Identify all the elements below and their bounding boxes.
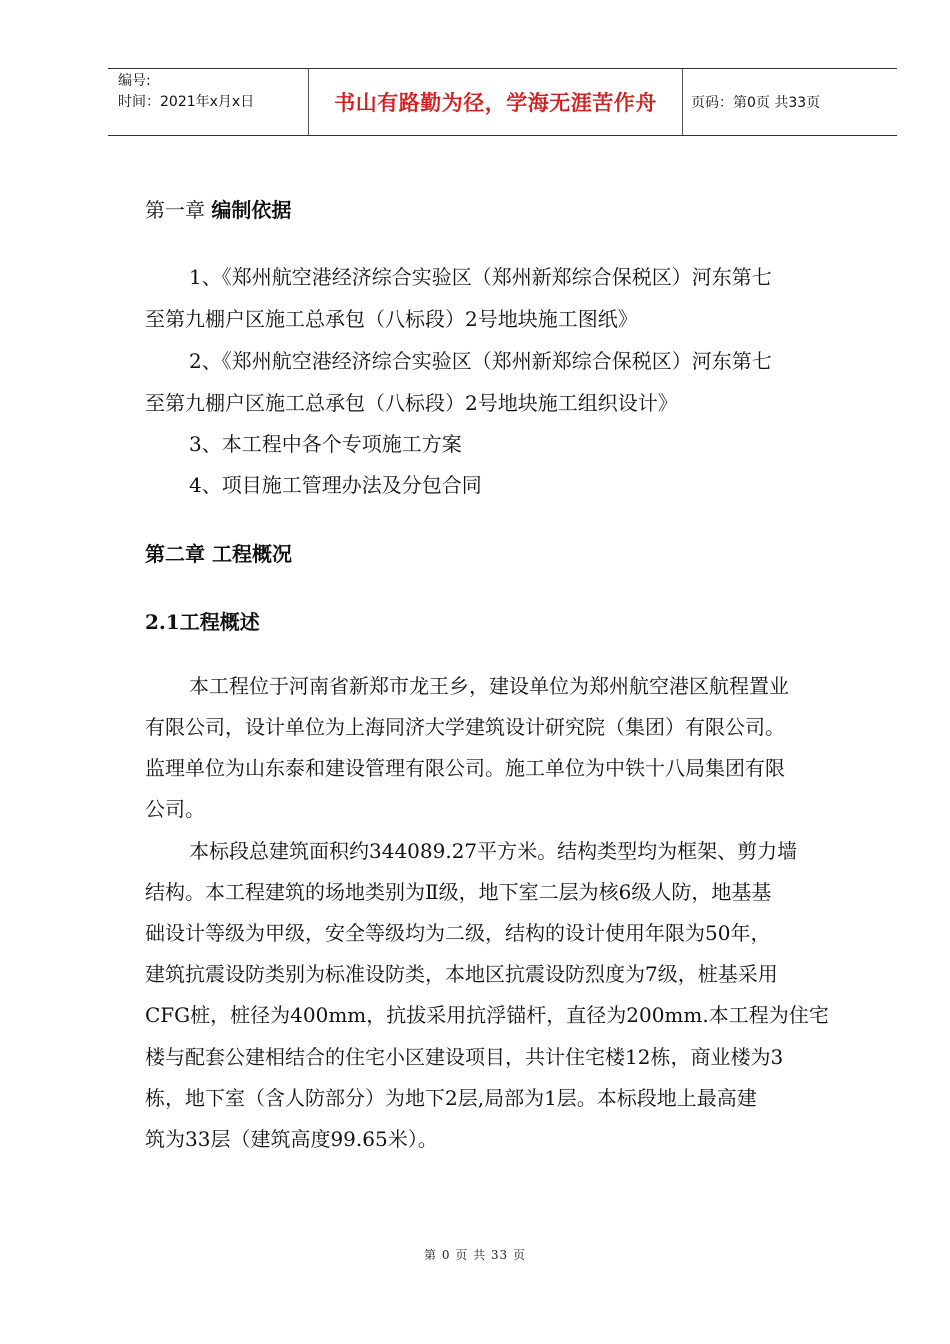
chapter1-title: 编制依据	[211, 198, 292, 222]
paragraph-line: 楼与配套公建相结合的住宅小区建设项目，共计住宅楼12栋，商业楼为3	[145, 1045, 784, 1069]
chapter1-heading	[145, 196, 291, 224]
list-item: 4、项目施工管理办法及分包合同	[189, 473, 482, 497]
paragraph-line: 础设计等级为甲级，安全等级均为二级，结构的设计使用年限为50年，	[145, 921, 771, 945]
paragraph-line: 监理单位为山东泰和建设管理有限公司。施工单位为中铁十八局集团有限	[145, 756, 785, 780]
paragraph-line: 本标段总建筑面积约344089.27平方米。结构类型均为框架、剪力墙	[189, 839, 798, 863]
header-motto: 书山有路勤为径，学海无涯苦作舟	[309, 69, 683, 135]
chapter1-prefix: 第一章	[145, 198, 212, 222]
paragraph-line: 本工程位于河南省新郑市龙王乡，建设单位为郑州航空港区航程置业	[189, 674, 789, 698]
page-header	[108, 68, 897, 136]
list-item: 3、本工程中各个专项施工方案	[189, 432, 462, 456]
paragraph-line: 栋，地下室（含人防部分）为地下2层,局部为1层。本标段地上最高建	[145, 1086, 757, 1110]
paragraph-line: 筑为33层（建筑高度99.65米）。	[145, 1127, 438, 1151]
list-item: 2、《郑州航空港经济综合实验区（郑州新郑综合保税区）河东第七	[189, 349, 772, 373]
header-meta	[108, 69, 309, 135]
header-page-info: 页码：第0页 共33页	[691, 95, 821, 111]
section-heading: 2.1工程概述	[145, 610, 260, 634]
paragraph-line: 结构。本工程建筑的场地类别为Ⅱ级，地下室二层为核6级人防，地基基	[145, 880, 772, 904]
list-item: 至第九棚户区施工总承包（八标段）2号地块施工图纸》	[145, 307, 638, 331]
paragraph-line: 建筑抗震设防类别为标准设防类，本地区抗震设防烈度为7级，桩基采用	[145, 962, 778, 986]
page-footer: 第 0 页 共 33 页	[424, 1248, 526, 1262]
paragraph-line: CFG桩，桩径为400mm，抗拔采用抗浮锚杆，直径为200mm.本工程为住宅	[145, 1003, 829, 1027]
paragraph-line: 有限公司，设计单位为上海同济大学建筑设计研究院（集团）有限公司。	[145, 715, 785, 739]
paragraph-line: 公司。	[145, 797, 205, 821]
list-item: 至第九棚户区施工总承包（八标段）2号地块施工组织设计》	[145, 391, 678, 415]
time-label: 时间：2021年x月x日	[118, 94, 255, 110]
chapter2-heading: 第二章 工程概况	[145, 542, 292, 566]
list-item: 1、《郑州航空港经济综合实验区（郑州新郑综合保税区）河东第七	[189, 265, 772, 289]
number-label: 编号:	[118, 73, 151, 89]
